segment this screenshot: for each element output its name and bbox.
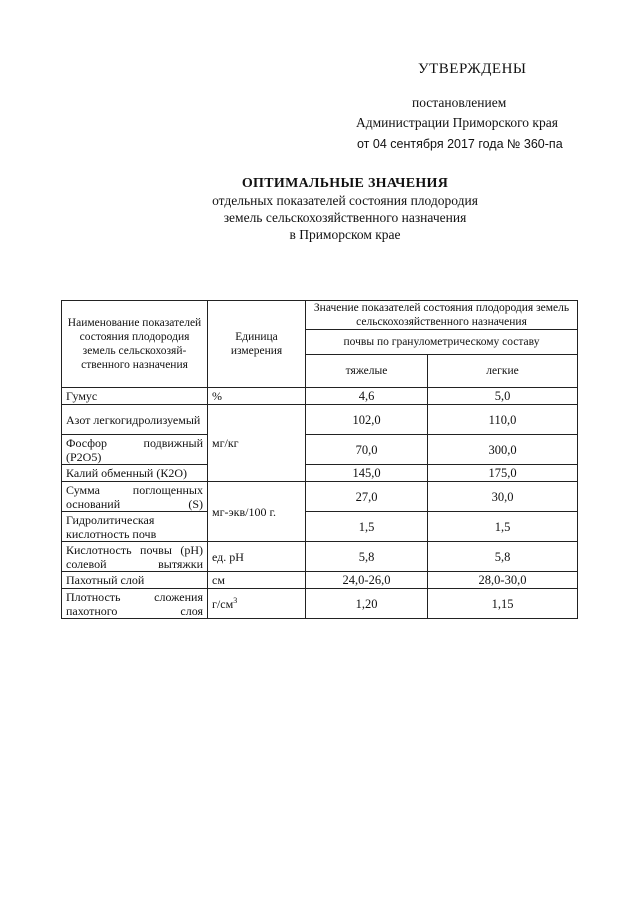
row-value-light: 5,0 [428,388,578,405]
row-unit: ед. рН [208,542,306,572]
row-name: Фосфор подвижный (P2O5) [62,435,208,465]
table-row [62,589,578,619]
row-value-light: 110,0 [428,405,578,435]
unit-text: г/см [212,596,234,611]
table-row [62,435,578,465]
row-value-heavy: 24,0-26,0 [306,572,428,589]
header-unit: Единица измерения [208,301,306,388]
row-unit: мг/кг [208,405,306,482]
table-row [62,482,578,512]
approval-block [0,0,640,160]
row-value-light: 1,15 [428,589,578,619]
row-value-light: 5,8 [428,542,578,572]
row-unit: % [208,388,306,405]
header-indicator-name: Наименование показателей состояния плодородия земель сельскохозяй-ственного назначения [62,301,208,388]
row-name: Гумус [62,388,208,405]
approval-date-number: от 04 сентября 2017 года № 360-па [357,137,563,151]
row-value-heavy: 145,0 [306,465,428,482]
heading-title: ОПТИМАЛЬНЫЕ ЗНАЧЕНИЯ [241,176,449,191]
row-value-heavy: 1,5 [306,512,428,542]
heading-subtitle-line2: земель сельскохозяйственного назначения [223,210,467,225]
row-name: Гидролитическая кислотность почв [62,512,208,542]
header-values-group: Значение показателей состояния плодородия земель сельскохозяйственного назначения [306,301,578,330]
row-value-heavy: 70,0 [306,435,428,465]
row-value-light: 175,0 [428,465,578,482]
table-row [62,542,578,572]
row-name: Кислотность почвы (рН) солевой вытяжки [62,542,208,572]
row-value-heavy: 1,20 [306,589,428,619]
approval-resolution-label: постановлением [412,95,507,110]
table-row [62,512,578,542]
approval-authority: Администрации Приморского края [356,115,558,130]
row-name: Пахотный слой [62,572,208,589]
row-value-light: 1,5 [428,512,578,542]
table-row [62,572,578,589]
heading-subtitle-line1: отдельных показателей состояния плодородия [212,193,478,208]
approval-title: УТВЕРЖДЕНЫ [418,61,527,77]
table-row [62,388,578,405]
header-soil-composition: почвы по гранулометрическому составу [306,330,578,355]
row-unit: мг-экв/100 г. [208,482,306,542]
table-row [62,465,578,482]
row-value-light: 28,0-30,0 [428,572,578,589]
row-unit: см [208,572,306,589]
fertility-values-table [61,300,578,619]
row-unit [208,589,306,619]
header-heavy-soils: тяжелые [306,355,428,388]
row-value-heavy: 5,8 [306,542,428,572]
row-name: Сумма поглощенных оснований (S) [62,482,208,512]
table-row [62,405,578,435]
row-name: Азот легкогидролизуемый [62,405,208,435]
document-heading [150,175,540,243]
row-value-heavy: 27,0 [306,482,428,512]
row-value-light: 30,0 [428,482,578,512]
heading-subtitle-line3: в Приморском крае [289,227,401,242]
header-light-soils: легкие [428,355,578,388]
row-name: Плотность сложения пахотного слоя [62,589,208,619]
row-name: Калий обменный (К2О) [62,465,208,482]
unit-superscript: 3 [233,595,238,605]
row-value-light: 300,0 [428,435,578,465]
row-value-heavy: 102,0 [306,405,428,435]
row-value-heavy: 4,6 [306,388,428,405]
